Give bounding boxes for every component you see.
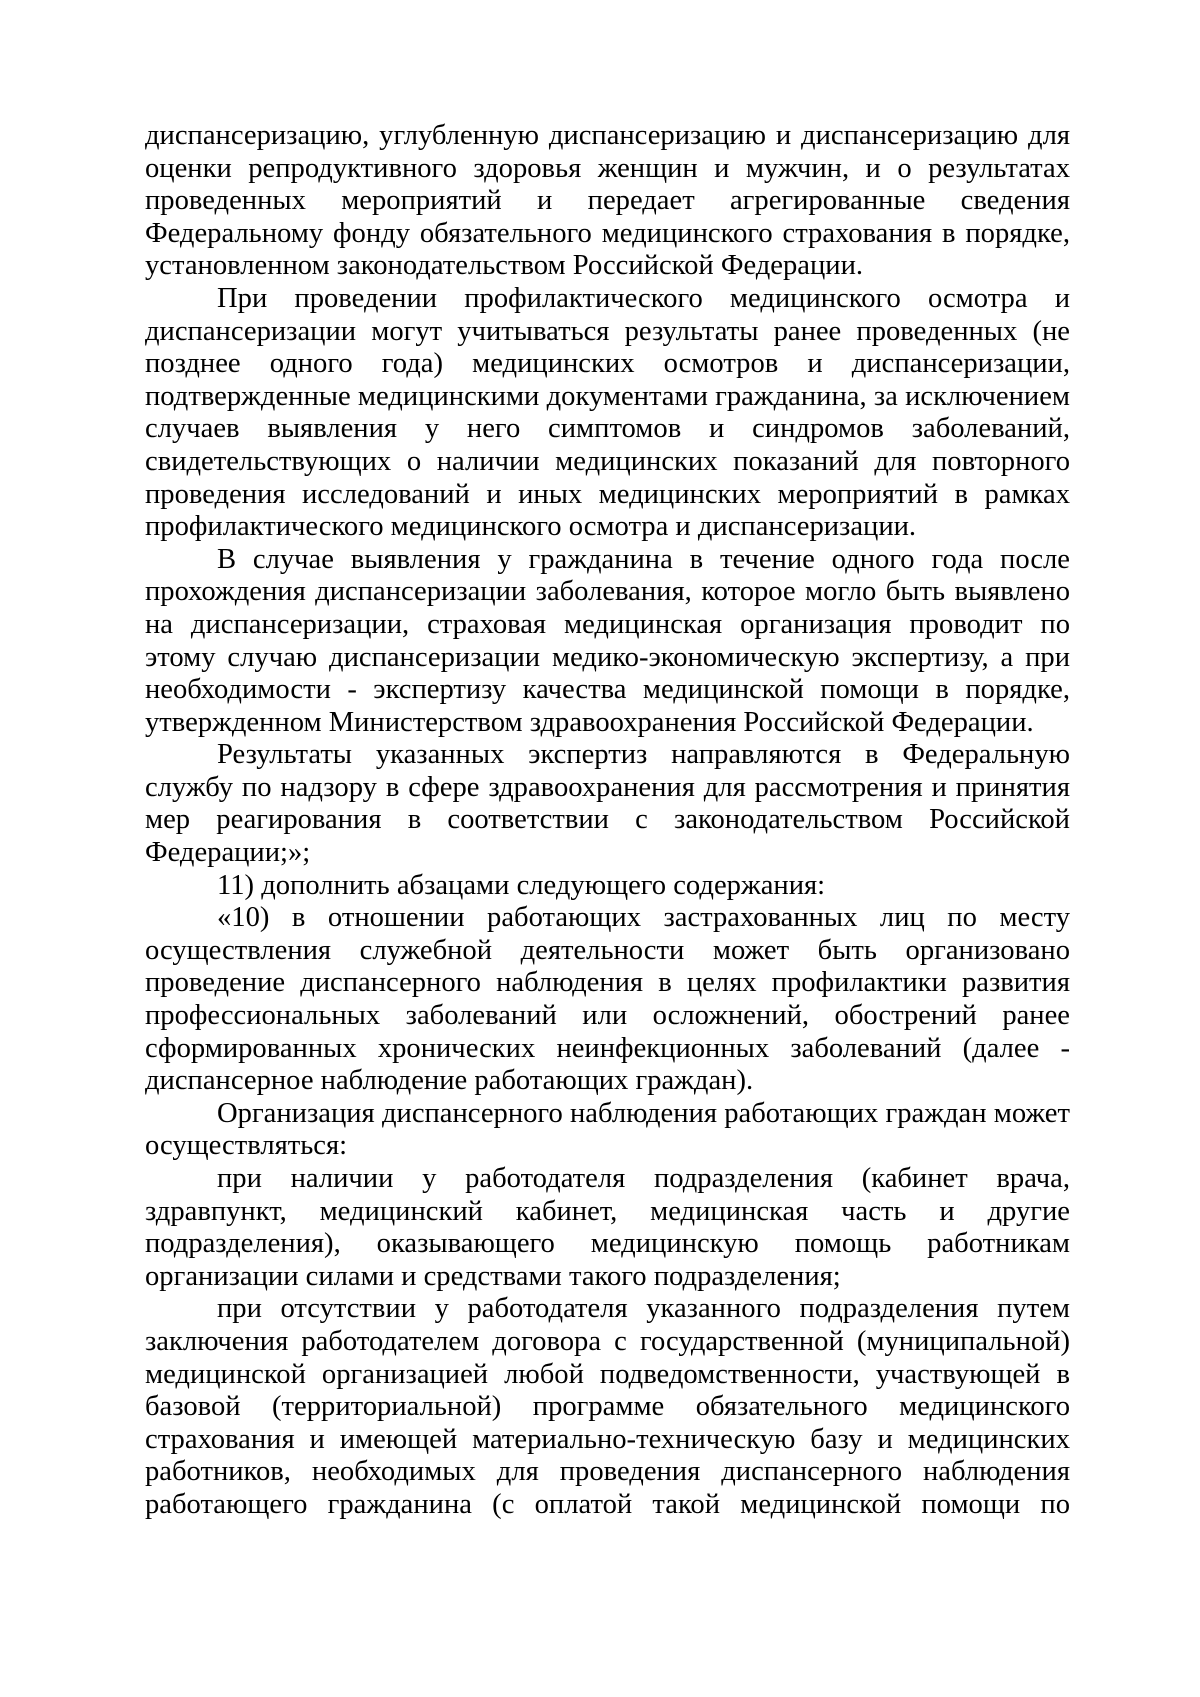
paragraph: при наличии у работодателя подразделения (кабинет врача, здравпункт, медицинский кабинет, медицинская часть и другие подразделения), оказывающего медицинскую помощь работникам организации силами и средствами такого подразделения; [145,1163,1070,1292]
document-body [145,120,1070,1522]
paragraph: При проведении профилактического медицинского осмотра и диспансеризации могут учитываться результаты ранее проведенных (не позднее одного года) медицинских осмотров и диспансеризации, подтвержденные медицинскими документами гражданина, за исключением случаев выявления у него симптомов и синдромов заболеваний, свидетельствующих о наличии медицинских показаний для повторного проведения исследований и иных медицинских мероприятий в рамках профилактического медицинского осмотра и диспансеризации. [145,282,1070,543]
paragraph-truncated: при отсутствии у работодателя указанного подразделения путем заключения работодателем договора с государственной (муниципальной) медицинской организацией любой подведомственности, участвующей в базовой (территориальной) программе обязательного медицинского страхования и имеющей материально-техническую базу и медицинских работников, необходимых для проведения диспансерного наблюдения работающего гражданина (с оплатой такой медицинской помощи по [145,1293,1070,1520]
paragraph: Организация диспансерного наблюдения работающих граждан может осуществляться: [145,1097,1070,1162]
paragraph: «10) в отношении работающих застрахованных лиц по месту осуществления служебной деятельности может быть организовано проведение диспансерного наблюдения в целях профилактики развития профессиональных заболеваний или осложнений, обострений ранее сформированных хронических неинфекционных заболеваний (далее - диспансерное наблюдение работающих граждан). [145,902,1070,1097]
paragraph: В случае выявления у гражданина в течение одного года после прохождения диспансеризации заболевания, которое могло быть выявлено на диспансеризации, страховая медицинская организация проводит по этому случаю диспансеризации медико-экономическую экспертизу, а при необходимости - экспертизу качества медицинской помощи в порядке, утвержденном Министерством здравоохранения Российской Федерации. [145,543,1070,738]
paragraph-continued: диспансеризацию, углубленную диспансеризацию и диспансеризацию для оценки репродуктивного здоровья женщин и мужчин, и о результатах проведенных мероприятий и передает агрегированные сведения Федеральному фонду обязательного медицинского страхования в порядке, установленном законодательством Российской Федерации. [145,120,1070,282]
paragraph: Результаты указанных экспертиз направляются в Федеральную службу по надзору в сфере здравоохранения для рассмотрения и принятия мер реагирования в соответствии с законодательством Российской Федерации;»; [145,739,1070,869]
paragraph: 11) дополнить абзацами следующего содержания: [217,869,826,901]
